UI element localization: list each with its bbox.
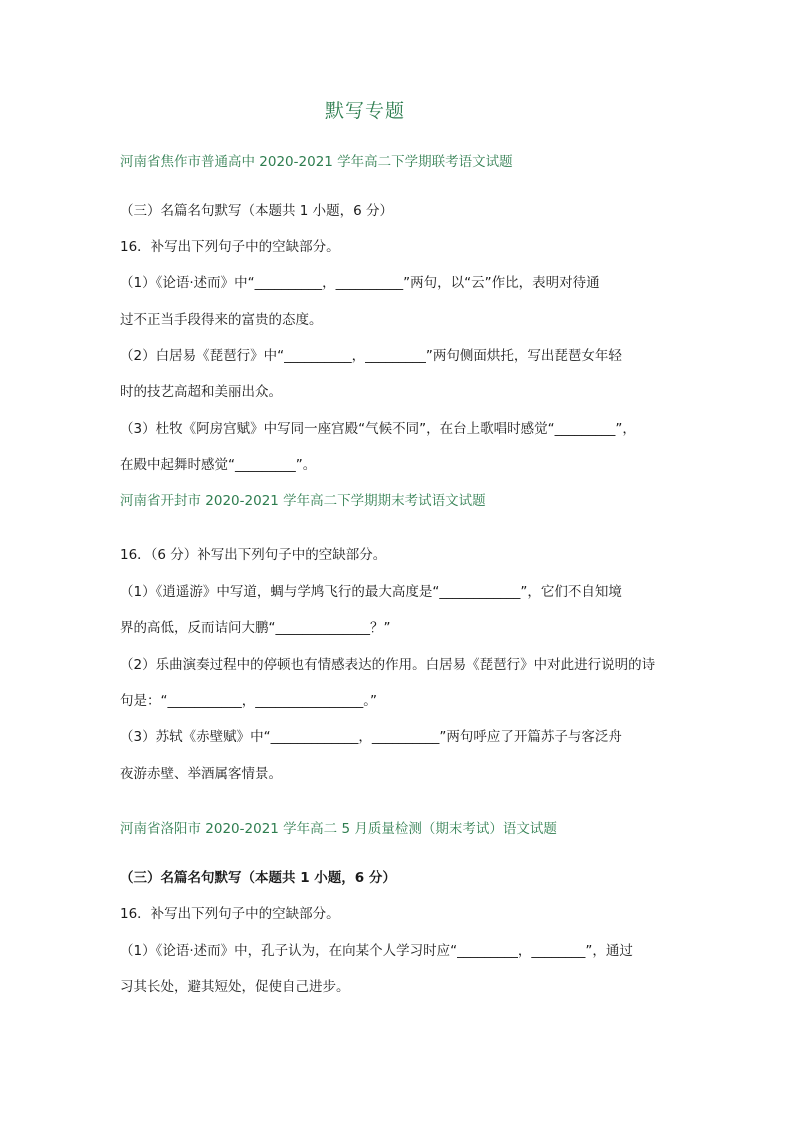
section-source: 河南省焦作市普通高中 2020-2021 学年高二下学期联考语文试题: [120, 154, 513, 170]
question-line: （2）白居易《琵琶行》中“__________，_________”两句侧面烘托，写出琵琶女年轻: [120, 348, 622, 364]
question-line: （2）乐曲演奏过程中的停顿也有情感表达的作用。白居易《琵琶行》中对此进行说明的诗: [120, 657, 656, 673]
question-line: （1）《论语·述而》中，孔子认为，在向某个人学习时应“_________，________”，通过: [120, 943, 633, 959]
question-stem: 16．补写出下列句子中的空缺部分。: [120, 906, 340, 922]
question-line: （1）《论语·述而》中“__________，__________”两句，以“云”作比，表明对待通: [120, 275, 600, 291]
question-stem: 16．补写出下列句子中的空缺部分。: [120, 239, 340, 255]
question-line: （3）杜牧《阿房宫赋》中写同一座宫殿“气候不同”，在台上歌唱时感觉“_________”，: [120, 421, 636, 437]
question-line: 句是：“___________，________________。”: [120, 693, 377, 709]
section-source: 河南省洛阳市 2020-2021 学年高二 5 月质量检测（期末考试）语文试题: [120, 821, 557, 837]
question-line: 夜游赤壁、举酒属客情景。: [120, 766, 282, 782]
section-header: （三）名篇名句默写（本题共 1 小题，6 分）: [120, 870, 396, 886]
question-line: （3）苏轼《赤壁赋》中“_____________，__________”两句呼应了开篇苏子与客泛舟: [120, 729, 622, 745]
question-line: 过不正当手段得来的富贵的态度。: [120, 312, 323, 328]
question-line: 时的技艺高超和美丽出众。: [120, 384, 282, 400]
question-line: 习其长处，避其短处，促使自己进步。: [120, 979, 350, 995]
section-header: （三）名篇名句默写（本题共 1 小题，6 分）: [120, 203, 394, 219]
question-line: （1）《逍遥游》中写道，蜩与学鸠飞行的最大高度是“____________”，它们不自知境: [120, 584, 622, 600]
section-source: 河南省开封市 2020-2021 学年高二下学期期末考试语文试题: [120, 493, 486, 509]
question-stem: 16．（6 分）补写出下列句子中的空缺部分。: [120, 547, 387, 563]
question-line: 界的高低，反而诘问大鹏“______________？”: [120, 620, 391, 636]
page-title: 默写专题: [324, 100, 405, 122]
question-line: 在殿中起舞时感觉“_________”。: [120, 457, 317, 473]
